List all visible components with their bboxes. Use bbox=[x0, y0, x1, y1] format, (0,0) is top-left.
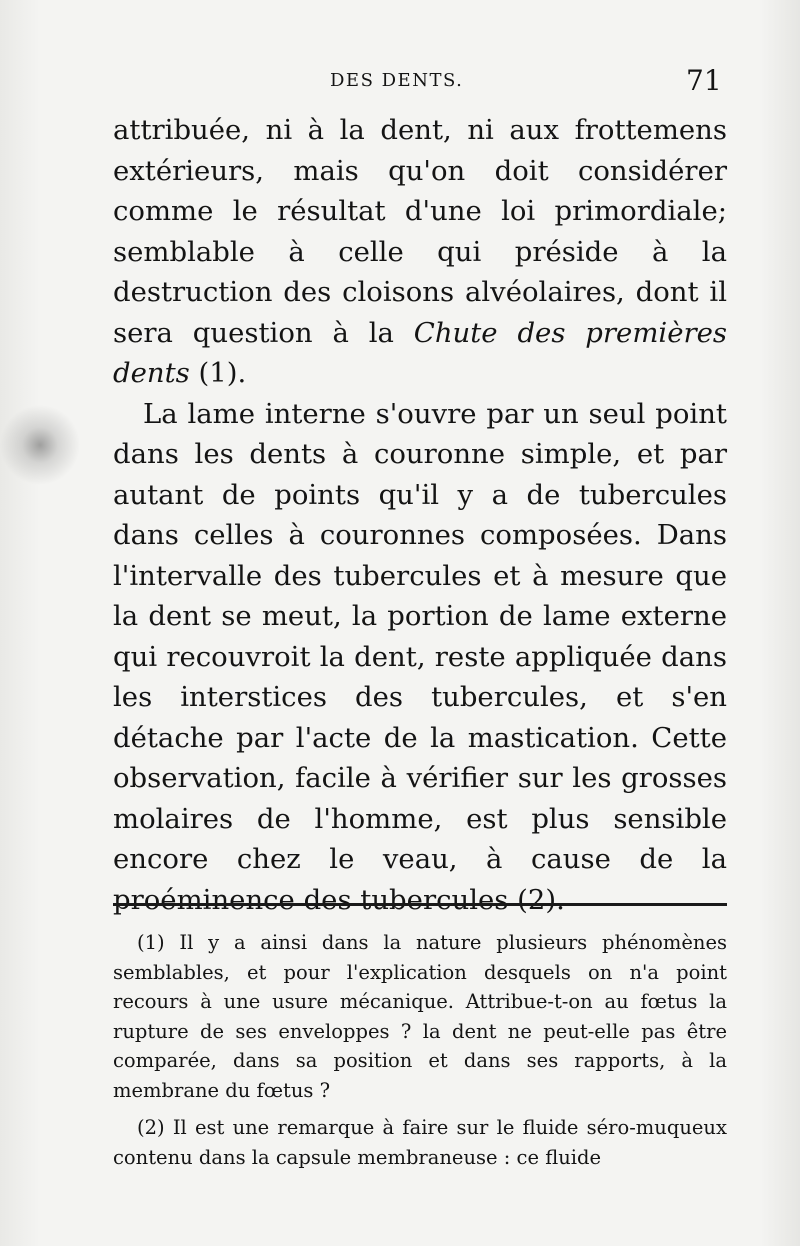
footnotes bbox=[113, 928, 727, 1180]
page-number: 71 bbox=[686, 64, 722, 97]
paragraph-2: La lame interne s'ouvre par un seul point dans les dents à couronne simple, et par autant de points qu'il y a de tubercules dans celles à couronnes composées. Dans l'intervalle des tubercules et à mesure que la dent se meut, la portion de lame externe qui recouvroit la dent, reste appliquée dans les interstices des tubercules, et s'en détache par l'acte de la mastication. Cette observation, facile à vérifier sur les grosses molaires de l'homme, est plus sensible encore chez le veau, à cause de la proéminence des tubercules (2). bbox=[113, 397, 727, 916]
footnote-1: (1) Il y a ainsi dans la nature plusieurs phénomènes semblables, et pour l'explication desquels on n'a point recours à une usure mécanique. Attribue-t-on au fœtus la rupture de ses enveloppes ? la dent ne peut-elle pas être comparée, dans sa position et dans ses rapports, à la membrane du fœtus ? bbox=[113, 931, 727, 1102]
footnote-rule bbox=[113, 903, 727, 906]
page-header bbox=[0, 64, 800, 100]
running-title: DES DENTS. bbox=[330, 70, 464, 91]
footnote-2: (2) Il est une remarque à faire sur le fluide séro-muqueux contenu dans la capsule membraneuse : ce fluide bbox=[113, 1116, 727, 1169]
paragraph-1 bbox=[113, 110, 727, 394]
paragraph-1-text-b: (1). bbox=[189, 357, 247, 389]
main-text bbox=[113, 110, 727, 920]
paragraph-1-text-a: attribuée, ni à la dent, ni aux frottemens extérieurs, mais qu'on doit considérer comme le résultat d'une loi primordiale; semblable à celle qui préside à la destruction des cloisons alvéolaires, dont il sera question à la bbox=[113, 114, 727, 349]
paragraph-1-italic-reference: Chute des premières dents bbox=[113, 316, 728, 389]
